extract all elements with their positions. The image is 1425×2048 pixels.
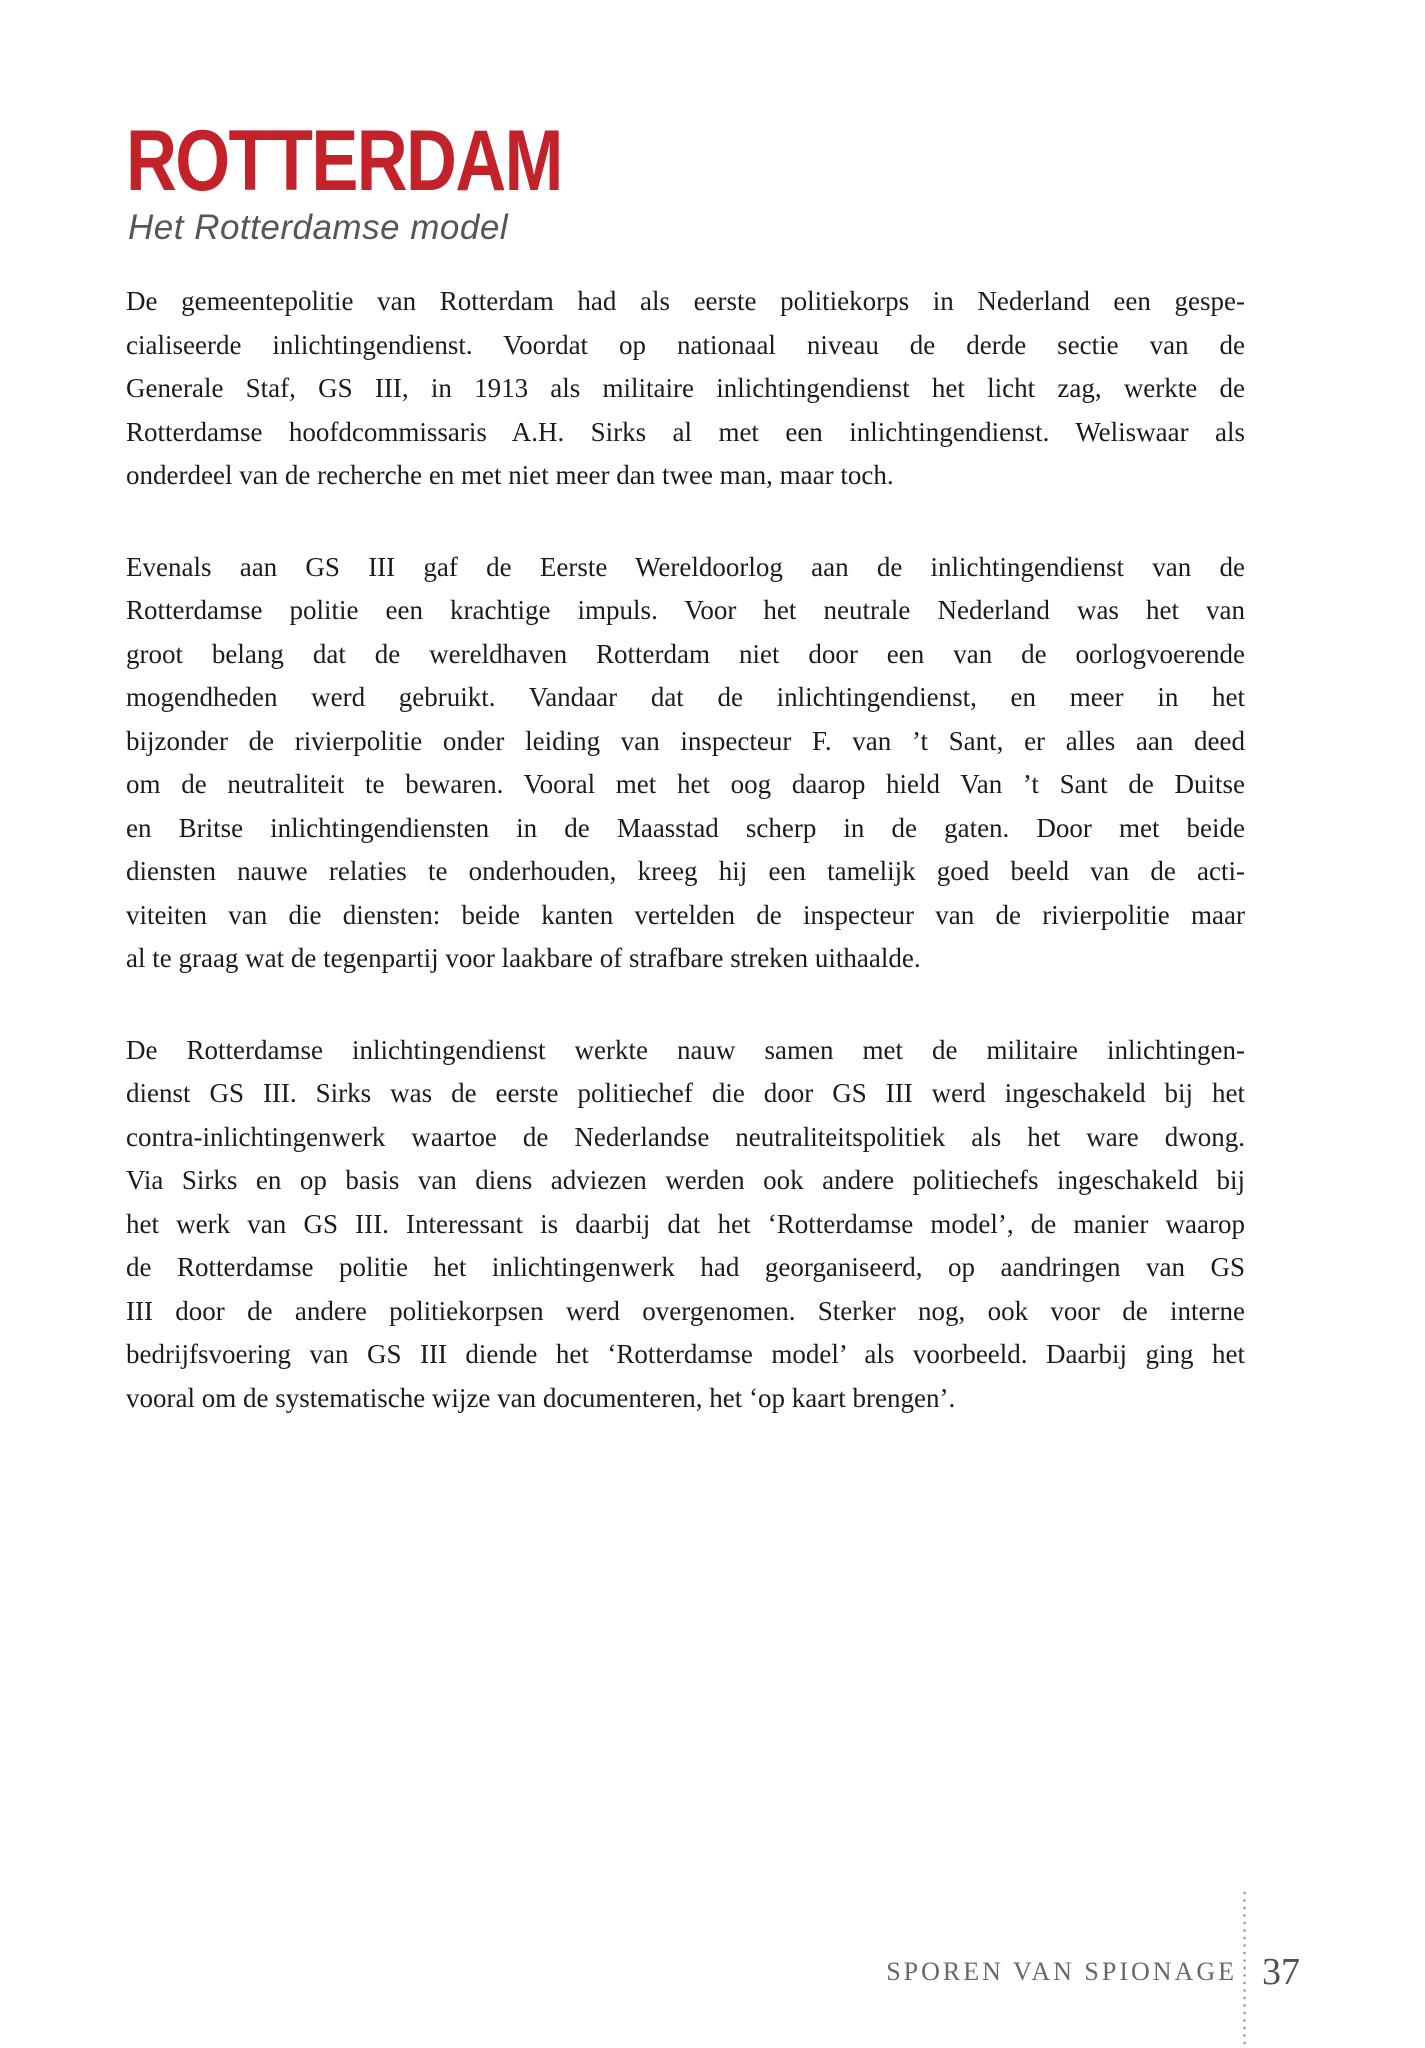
text-line: mogendheden werd gebruikt. Vandaar dat de inlichtingendienst, en meer in het bbox=[126, 682, 1245, 712]
page-number: 37 bbox=[1262, 1951, 1300, 1993]
text-line: Via Sirks en op basis van diens adviezen werden ook andere politiechefs ingeschakeld bij bbox=[126, 1165, 1245, 1195]
dotted-divider bbox=[1243, 1891, 1246, 2048]
text-line: al te graag wat de tegenpartij voor laakbare of strafbare streken uithaalde. bbox=[126, 943, 921, 973]
running-footer-title: SPOREN VAN SPIONAGE bbox=[886, 1957, 1237, 1986]
text-line: viteiten van die diensten: beide kanten vertelden de inspecteur van de rivierpolitie maar bbox=[126, 899, 1245, 930]
text-line: groot belang dat de wereldhaven Rotterdam niet door een van de oorlogvoerende bbox=[126, 638, 1245, 669]
text-line: diensten nauwe relaties te onderhouden, kreeg hij een tamelijk goed beeld van de acti- bbox=[126, 856, 1245, 886]
text-line: Rotterdamse politie een krachtige impuls. Voor het neutrale Nederland was het van bbox=[126, 595, 1245, 625]
text-line: De Rotterdamse inlichtingendienst werkte nauw samen met de militaire inlichtingen- bbox=[126, 1034, 1245, 1065]
text-line: bijzonder de rivierpolitie onder leiding van inspecteur F. van ’t Sant, er alles aan deed bbox=[126, 725, 1245, 756]
text-line: III door de andere politiekorpsen werd overgenomen. Sterker nog, ook voor de interne bbox=[126, 1295, 1245, 1326]
text-line: het werk van GS III. Interessant is daarbij dat het ‘Rotterdamse model’, de manier waarop bbox=[126, 1208, 1245, 1239]
article-paragraphs bbox=[126, 280, 1245, 1420]
text-line: De gemeentepolitie van Rotterdam had als eerste politiekorps in Nederland een gespe- bbox=[126, 286, 1245, 316]
text-line: dienst GS III. Sirks was de eerste politiechef die door GS III werd ingeschakeld bij het bbox=[126, 1078, 1245, 1108]
chapter-subtitle: Het Rotterdamse model bbox=[128, 208, 509, 247]
text-line: cialiseerde inlichtingendienst. Voordat op nationaal niveau de derde sectie van de bbox=[126, 329, 1245, 360]
text-line: en Britse inlichtingendiensten in de Maasstad scherp in de gaten. Door met beide bbox=[126, 812, 1245, 843]
text-line: om de neutraliteit te bewaren. Vooral met het oog daarop hield Van ’t Sant de Duitse bbox=[126, 769, 1245, 799]
body-paragraph bbox=[126, 280, 1245, 498]
text-line: bedrijfsvoering van GS III diende het ‘Rotterdamse model’ als voorbeeld. Daarbij ging het bbox=[126, 1339, 1245, 1369]
text-line: onderdeel van de recherche en met niet meer dan twee man, maar toch. bbox=[126, 460, 894, 490]
page-content bbox=[126, 113, 1245, 1420]
body-paragraph bbox=[126, 546, 1245, 981]
text-line: Evenals aan GS III gaf de Eerste Wereldoorlog aan de inlichtingendienst van de bbox=[126, 551, 1245, 582]
text-line: contra-inlichtingenwerk waartoe de Nederlandse neutraliteitspolitiek als het ware dwong. bbox=[126, 1121, 1245, 1152]
text-line: Rotterdamse hoofdcommissaris A.H. Sirks al met een inlichtingendienst. Weliswaar als bbox=[126, 416, 1245, 447]
body-paragraph bbox=[126, 1029, 1245, 1421]
text-line: de Rotterdamse politie het inlichtingenwerk had georganiseerd, op aandringen van GS bbox=[126, 1252, 1245, 1282]
chapter-title: ROTTERDAM bbox=[126, 113, 562, 209]
text-line: vooral om de systematische wijze van documenteren, het ‘op kaart brengen’. bbox=[126, 1382, 956, 1413]
text-line: Generale Staf, GS III, in 1913 als militaire inlichtingendienst het licht zag, werkte de bbox=[126, 373, 1245, 403]
